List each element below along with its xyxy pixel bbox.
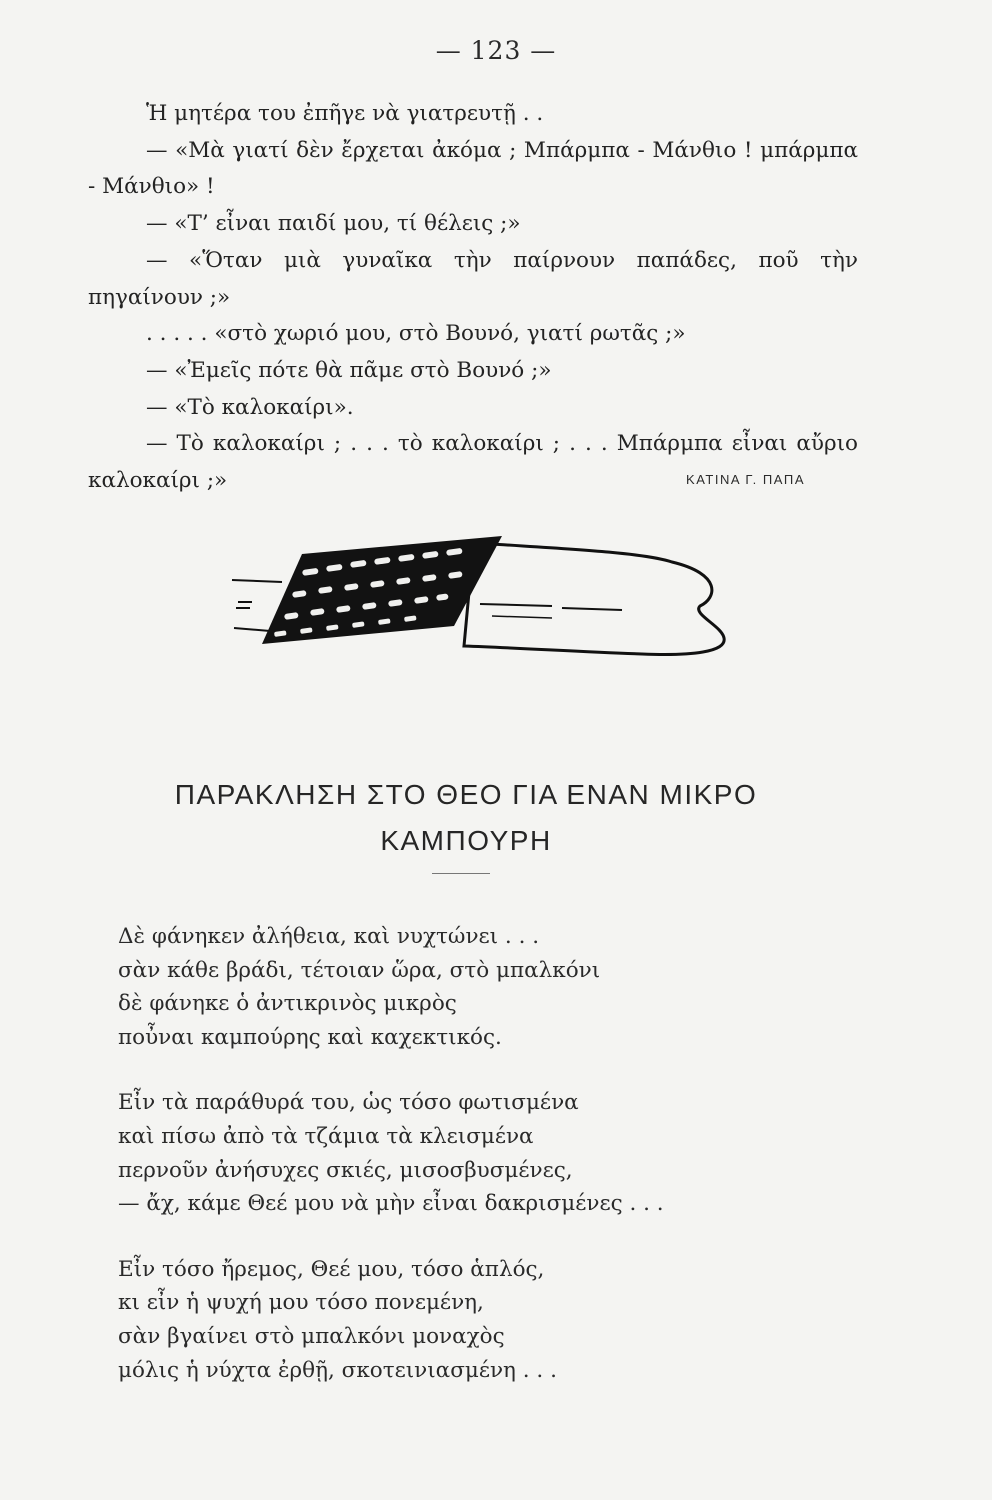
poem-line: Εἶν τὰ παράθυρά του, ὡς τόσο φωτισμένα: [118, 1090, 579, 1116]
poem-line: περνοῦν ἀνήσυχες σκιές, μισοσβυσμένες,: [118, 1157, 573, 1183]
prose-paragraph: — «Τὸ καλοκαίρι».: [146, 394, 354, 420]
poem-line: καὶ πίσω ἀπὸ τὰ τζάμια τὰ κλεισμένα: [118, 1123, 534, 1149]
poem-line: — ἄχ, κάμε Θεέ μου νὰ μὴν εἶναι δακρισμένες . . .: [118, 1191, 664, 1217]
prose-section: [88, 96, 858, 500]
motion-line: [480, 604, 552, 606]
prose-paragraph: . . . . . «στὸ χωριό μου, στὸ Βουνό, γιατί ρωτᾶς ;»: [146, 321, 686, 347]
puddle-outline: [464, 544, 724, 654]
illustration-spilled-object: [222, 530, 742, 670]
poem-line: ποὖναι καμπούρης καὶ καχεκτικός.: [118, 1024, 502, 1050]
poem-title-line: ΠΑΡΑΚΛΗΣΗ ΣΤΟ ΘΕΟ ΓΙΑ ΕΝΑΝ ΜΙΚΡΟ: [174, 779, 758, 810]
prose-paragraph: — «Τ’ εἶναι παιδί μου, τί θέλεις ;»: [146, 211, 521, 237]
poem-line: δὲ φάνηκε ὁ ἀντικρινὸς μικρὸς: [118, 991, 457, 1017]
prose-paragraph: Ἡ μητέρα του ἐπῆγε νὰ γιατρευτῇ . .: [146, 101, 544, 126]
page-number: — 123 —: [435, 36, 557, 65]
prose-paragraph: — «Ἐμεῖς πότε θὰ πᾶμε στὸ Βουνό ;»: [146, 357, 552, 383]
poem-line: σὰν κάθε βράδι, τέτοιαν ὥρα, στὸ μπαλκόνι: [118, 957, 601, 983]
poem-line: σὰν βγαίνει στὸ μπαλκόνι μοναχὸς: [118, 1323, 505, 1349]
title-divider: [432, 873, 490, 874]
prose-paragraph: — «Μὰ γιατί δὲν ἔρχεται ἀκόμα ; Μπάρμπα - Μάνθιο ! μπάρμπα - Μάνθιο» !: [88, 137, 858, 200]
motion-line: [492, 616, 552, 618]
poem-line: μόλις ἡ νύχτα ἐρθῇ, σκοτεινιασμένη . . .: [118, 1357, 557, 1383]
poem-line: Δὲ φάνηκεν ἀλήθεια, καὶ νυχτώνει . . .: [118, 924, 540, 949]
author-signature: ΚΑΤΙΝΑ Γ. ΠΑΠΑ: [686, 472, 805, 487]
poem-line: Εἶν τόσο ἤρεμος, Θεέ μου, τόσο ἁπλός,: [118, 1256, 545, 1282]
poem-body: [118, 920, 818, 1419]
prose-paragraph: — «Ὅταν μιὰ γυναῖκα τὴν παίρνουν παπάδες, ποῦ τὴν πηγαίνουν ;»: [88, 247, 858, 310]
motion-line: [562, 608, 622, 610]
poem-title: [0, 772, 932, 864]
poem-title-line: ΚΑΜΠΟΥΡΗ: [380, 825, 552, 856]
poem-stanza: [118, 1253, 818, 1387]
poem-line: κι εἶν ἡ ψυχή μου τόσο πονεμένη,: [118, 1290, 484, 1316]
motion-line: [232, 580, 282, 582]
poem-stanza: [118, 920, 818, 1054]
poem-stanza: [118, 1086, 818, 1220]
prose-paragraph: — Τὸ καλοκαίρι ; . . . τὸ καλοκαίρι ; . . . Μπάρμπα εἶναι αὔριο καλοκαίρι ;»: [88, 431, 858, 494]
